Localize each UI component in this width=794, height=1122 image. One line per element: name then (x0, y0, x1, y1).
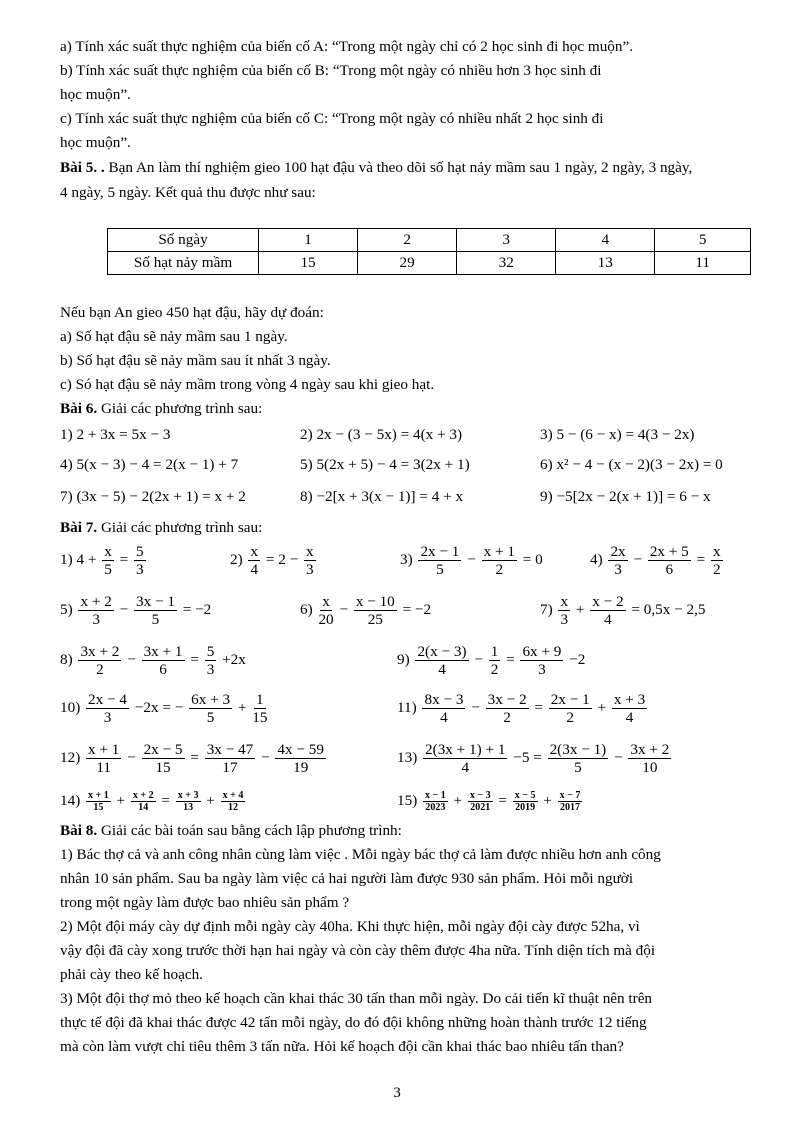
bai5-line1 (60, 158, 692, 178)
fraction: $\frac{x + 3}{4}$ (613, 691, 646, 726)
eq-op: − (474, 650, 483, 668)
eq-op: = (190, 650, 199, 668)
eq-op: −2x = (134, 698, 171, 716)
fraction: $\frac{5}{3}$ (135, 543, 144, 578)
fraction: $\frac{x - 3}{2021}$ (469, 790, 491, 813)
fraction: $\frac{6x + 9}{3}$ (522, 643, 562, 678)
fraction: $\frac{x}{4}$ (250, 543, 259, 578)
eq-op: − (467, 550, 476, 568)
bai6-eq-9: 9) −5[2x − 2(x + 1)] = 6 − x (540, 488, 711, 505)
fraction: $\frac{x + 2}{3}$ (80, 593, 112, 628)
fraction: $\frac{2x - 1}{5}$ (420, 543, 460, 578)
fraction: $\frac{3x + 1}{6}$ (143, 643, 183, 678)
fraction: $\frac{x - 7}{2017}$ (559, 790, 581, 813)
bai7-eq-1 (60, 543, 148, 578)
bai8-title: Bài 8. (60, 822, 98, 839)
eq-op: + (453, 791, 463, 809)
eq-op: = (534, 698, 543, 716)
bai8-p2a: 2) Một đội máy cày dự định mỗi ngày cày 40ha. Khi thực hiện, mỗi ngày đội cày được 52ha, vì (60, 918, 640, 935)
fraction: $\frac{2x - 5}{15}$ (143, 741, 183, 776)
eq-op: = −2 (402, 600, 432, 618)
eq-label: 6) (300, 600, 313, 618)
eq-label: 7) (540, 600, 553, 618)
bai6-eq-2: 2) 2x − (3 − 5x) = 4(x + 3) (300, 426, 463, 443)
fraction: $\frac{x}{2}$ (712, 543, 721, 578)
eq-label: 13) (397, 748, 418, 766)
fraction: $\frac{3x + 2}{2}$ (80, 643, 120, 678)
table-row (108, 229, 751, 252)
table-cell: 11 (655, 252, 751, 275)
table-cell: 5 (655, 229, 751, 252)
bai7-eq-11 (397, 691, 649, 726)
eq-op: + (597, 698, 607, 716)
page-number: 3 (393, 1084, 401, 1101)
eq-op: = (190, 748, 199, 766)
intro-a: a) Tính xác suất thực nghiệm của biến cố A: “Trong một ngày chỉ có 2 học sinh đi học muộn”. (60, 38, 634, 55)
bai5-qc: c) Só hạt đậu sẽ nảy mầm trong vòng 4 ngày sau khi gieo hạt. (60, 376, 435, 393)
bai8-p1c: trong một ngày làm được bao nhiêu sản phẩm ? (60, 894, 350, 911)
bai6-eq-4: 4) 5(x − 3) − 4 = 2(x − 1) + 7 (60, 456, 239, 473)
bai6-title: Bài 6. (60, 400, 98, 417)
bai8-p1b: nhân 10 sản phẩm. Sau ba ngày làm việc cả hai người làm được 930 sản phẩm. Hỏi mỗi người (60, 870, 634, 887)
fraction: $\frac{1}{15}$ (252, 691, 268, 726)
table-row (108, 252, 751, 275)
fraction: $\frac{x + 4}{12}$ (222, 790, 244, 813)
bai8-p3a: 3) Một đội thợ mỏ theo kế hoạch cần khai thác 30 tấn than mỗi ngày. Do cải tiến kĩ thuật nên trên (60, 990, 653, 1007)
fraction: $\frac{3x - 2}{2}$ (487, 691, 527, 726)
bai6-heading (60, 399, 262, 419)
intro-c2: học muộn”. (60, 134, 131, 151)
bai7-eq-2 (230, 543, 318, 578)
eq-op: 4 + (76, 550, 97, 568)
eq-op: 0,5x − 2,5 (643, 600, 706, 618)
bai6-text: Giải các phương trình sau: (97, 400, 263, 417)
eq-op: + (116, 791, 126, 809)
bai7-eq-8 (60, 643, 246, 678)
bai8-text: Giải các bài toán sau bằng cách lập phương trình: (97, 822, 402, 839)
eq-label: 11) (397, 698, 417, 716)
bai7-eq-9 (397, 643, 585, 678)
bai7-title: Bài 7. (60, 519, 98, 536)
eq-op: − (127, 650, 136, 668)
seed-table (107, 228, 751, 275)
bai5-text1: Bạn An làm thí nghiệm gieo 100 hạt đậu và theo dõi số hạt nảy mầm sau 1 ngày, 2 ngày, 3 ngày, (104, 159, 693, 176)
fraction: $\frac{x - 2}{4}$ (592, 593, 624, 628)
bai5-q0: Nếu bạn An gieo 450 hạt đậu, hãy dự đoán: (60, 304, 324, 321)
eq-label: 9) (397, 650, 410, 668)
eq-op: − (127, 748, 136, 766)
bai7-eq-6 (300, 593, 431, 628)
bai8-p2c: phải cày theo kế hoạch. (60, 966, 203, 983)
bai5-title: Bài 5. . (60, 159, 105, 176)
fraction: $\frac{x - 10}{25}$ (355, 593, 395, 628)
eq-op: = (265, 550, 275, 568)
bai8-p2b: vậy đội đã cày xong trước thời hạn hai ngày và còn cày thêm được 4ha nữa. Tính diện tích mà đội (60, 942, 656, 959)
intro-b1: b) Tính xác suất thực nghiệm của biến cố B: “Trong một ngày có nhiều hơn 3 học sinh đi (60, 62, 602, 79)
fraction: $\frac{3x + 2}{10}$ (630, 741, 670, 776)
bai7-eq-5 (60, 593, 211, 628)
fraction: $\frac{x + 1}{2}$ (483, 543, 515, 578)
table-cell: 1 (259, 229, 358, 252)
eq-op: = (498, 791, 507, 809)
bai6-eq-5: 5) 5(2x + 5) − 4 = 3(2x + 1) (300, 456, 470, 473)
fraction: $\frac{x}{3}$ (560, 593, 569, 628)
bai6-eq-6: 6) x² − 4 − (x − 2)(3 − 2x) = 0 (540, 456, 723, 473)
eq-op: − (261, 748, 270, 766)
bai7-heading (60, 518, 262, 538)
fraction: $\frac{2(x - 3)}{4}$ (417, 643, 467, 678)
fraction: $\frac{x + 1}{15}$ (88, 790, 109, 813)
fraction: $\frac{x}{3}$ (305, 543, 314, 578)
fraction: $\frac{4x - 59}{19}$ (277, 741, 324, 776)
table-header-cell: Số ngày (108, 229, 259, 252)
eq-op: + (575, 600, 585, 618)
eq-label: 4) (590, 550, 603, 568)
fraction: $\frac{x}{5}$ (104, 543, 112, 578)
eq-op: − (339, 600, 349, 618)
eq-op: − (614, 748, 623, 766)
eq-op: = (696, 550, 706, 568)
fraction: $\frac{1}{2}$ (490, 643, 499, 678)
bai7-text: Giải các phương trình sau: (97, 519, 263, 536)
fraction: $\frac{3x - 1}{5}$ (135, 593, 175, 628)
bai7-eq-10: 10) $\frac{2x - 4}{3}$ −2x = − $\frac{6x + 3}{5}$ + $\frac{1}{15}$ (60, 691, 268, 726)
bai5-qa: a) Số hạt đậu sẽ nảy mầm sau 1 ngày. (60, 328, 288, 345)
eq-op: + (543, 791, 552, 809)
bai7-eq-14 (60, 790, 247, 813)
fraction: $\frac{2x - 1}{2}$ (550, 691, 590, 726)
eq-label: 14) (60, 791, 81, 809)
eq-op: +2x (222, 650, 246, 668)
eq-op: − (119, 600, 129, 618)
eq-label: 10) (60, 698, 81, 716)
eq-op: −2 (569, 650, 586, 668)
table-cell: 29 (358, 252, 457, 275)
bai7-eq-13 (397, 741, 673, 776)
fraction: $\frac{x + 2}{14}$ (132, 790, 154, 813)
bai6-eq-3: 3) 5 − (6 − x) = 4(3 − 2x) (540, 426, 695, 443)
eq-op: = 0 (522, 550, 543, 568)
fraction: $\frac{2x}{3}$ (610, 543, 626, 578)
eq-op: − (471, 698, 480, 716)
bai8-p3c: mà còn làm vượt chỉ tiêu thêm 3 tấn nữa. Hỏi kế hoạch đội cần khai thác bao nhiêu tấn than? (60, 1038, 624, 1055)
eq-op: = (119, 550, 129, 568)
bai6-eq-1: 1) 2 + 3x = 5x − 3 (60, 426, 171, 443)
fraction: $\frac{x - 1}{2023}$ (425, 790, 446, 813)
bai7-eq-15 (397, 790, 584, 813)
fraction: $\frac{5}{3}$ (206, 643, 215, 678)
fraction: $\frac{6x + 3}{5}$ (191, 691, 231, 726)
bai8-p3b: thực tế đội đã khai thác được 42 tấn mỗi ngày, do đó đội không những hoàn thành trước 12 tiếng (60, 1014, 647, 1031)
eq-label: 2) (230, 550, 243, 568)
bai7-eq-12 (60, 741, 328, 776)
intro-b2: học muộn”. (60, 86, 131, 103)
intro-c1: c) Tính xác suất thực nghiệm của biến cố C: “Trong một ngày có nhiều nhất 2 học sinh đi (60, 110, 604, 127)
table-cell: 2 (358, 229, 457, 252)
fraction: $\frac{2(3x - 1)}{5}$ (549, 741, 607, 776)
bai5-line2: 4 ngày, 5 ngày. Kết quả thu được như sau: (60, 184, 316, 201)
eq-op: = (506, 650, 515, 668)
fraction: $\frac{x + 1}{11}$ (88, 741, 120, 776)
table-cell: 3 (457, 229, 556, 252)
table-cell: 15 (259, 252, 358, 275)
table-cell: 13 (556, 252, 655, 275)
fraction: $\frac{8x - 3}{4}$ (424, 691, 464, 726)
fraction: $\frac{x + 3}{13}$ (177, 790, 199, 813)
bai8-heading (60, 821, 402, 841)
fraction: $\frac{2x - 4}{3}$ (88, 691, 127, 726)
table-header-cell: Số hạt nảy mầm (108, 252, 259, 275)
fraction: $\frac{2(3x + 1) + 1}{4}$ (425, 741, 506, 776)
eq-label: 12) (60, 748, 81, 766)
bai7-eq-7: 7) $\frac{x}{3}$ + $\frac{x - 2}{4}$ = 0,5x − 2,5 (540, 593, 706, 628)
bai5-qb: b) Số hạt đậu sẽ nảy mầm sau ít nhất 3 ngày. (60, 352, 331, 369)
table-cell: 32 (457, 252, 556, 275)
eq-label: 15) (397, 791, 418, 809)
bai7-eq-4 (590, 543, 725, 578)
eq-op: − (633, 550, 643, 568)
fraction: $\frac{2x + 5}{6}$ (649, 543, 689, 578)
eq-label: 5) (60, 600, 73, 618)
bai6-eq-8: 8) −2[x + 3(x − 1)] = 4 + x (300, 488, 464, 505)
eq-label: 8) (60, 650, 73, 668)
eq-op: = (161, 791, 170, 809)
eq-op: + (237, 698, 247, 716)
eq-op: −5 = (513, 748, 542, 766)
bai8-p1a: 1) Bác thợ cả và anh công nhân cùng làm việc . Mỗi ngày bác thợ cả làm được nhiều hơn anh công (60, 846, 661, 863)
bai6-eq-7: 7) (3x − 5) − 2(2x + 1) = x + 2 (60, 488, 246, 505)
table-cell: 4 (556, 229, 655, 252)
eq-label: 1) (60, 550, 73, 568)
eq-op: + (206, 791, 215, 809)
eq-label: 3) (400, 550, 413, 568)
bai7-eq-3 (400, 543, 543, 578)
fraction: $\frac{3x - 47}{17}$ (206, 741, 254, 776)
fraction: $\frac{x - 5}{2019}$ (514, 790, 536, 813)
eq-op: = −2 (182, 600, 212, 618)
fraction: $\frac{x}{20}$ (318, 593, 334, 628)
eq-op: 2 − (278, 550, 299, 568)
